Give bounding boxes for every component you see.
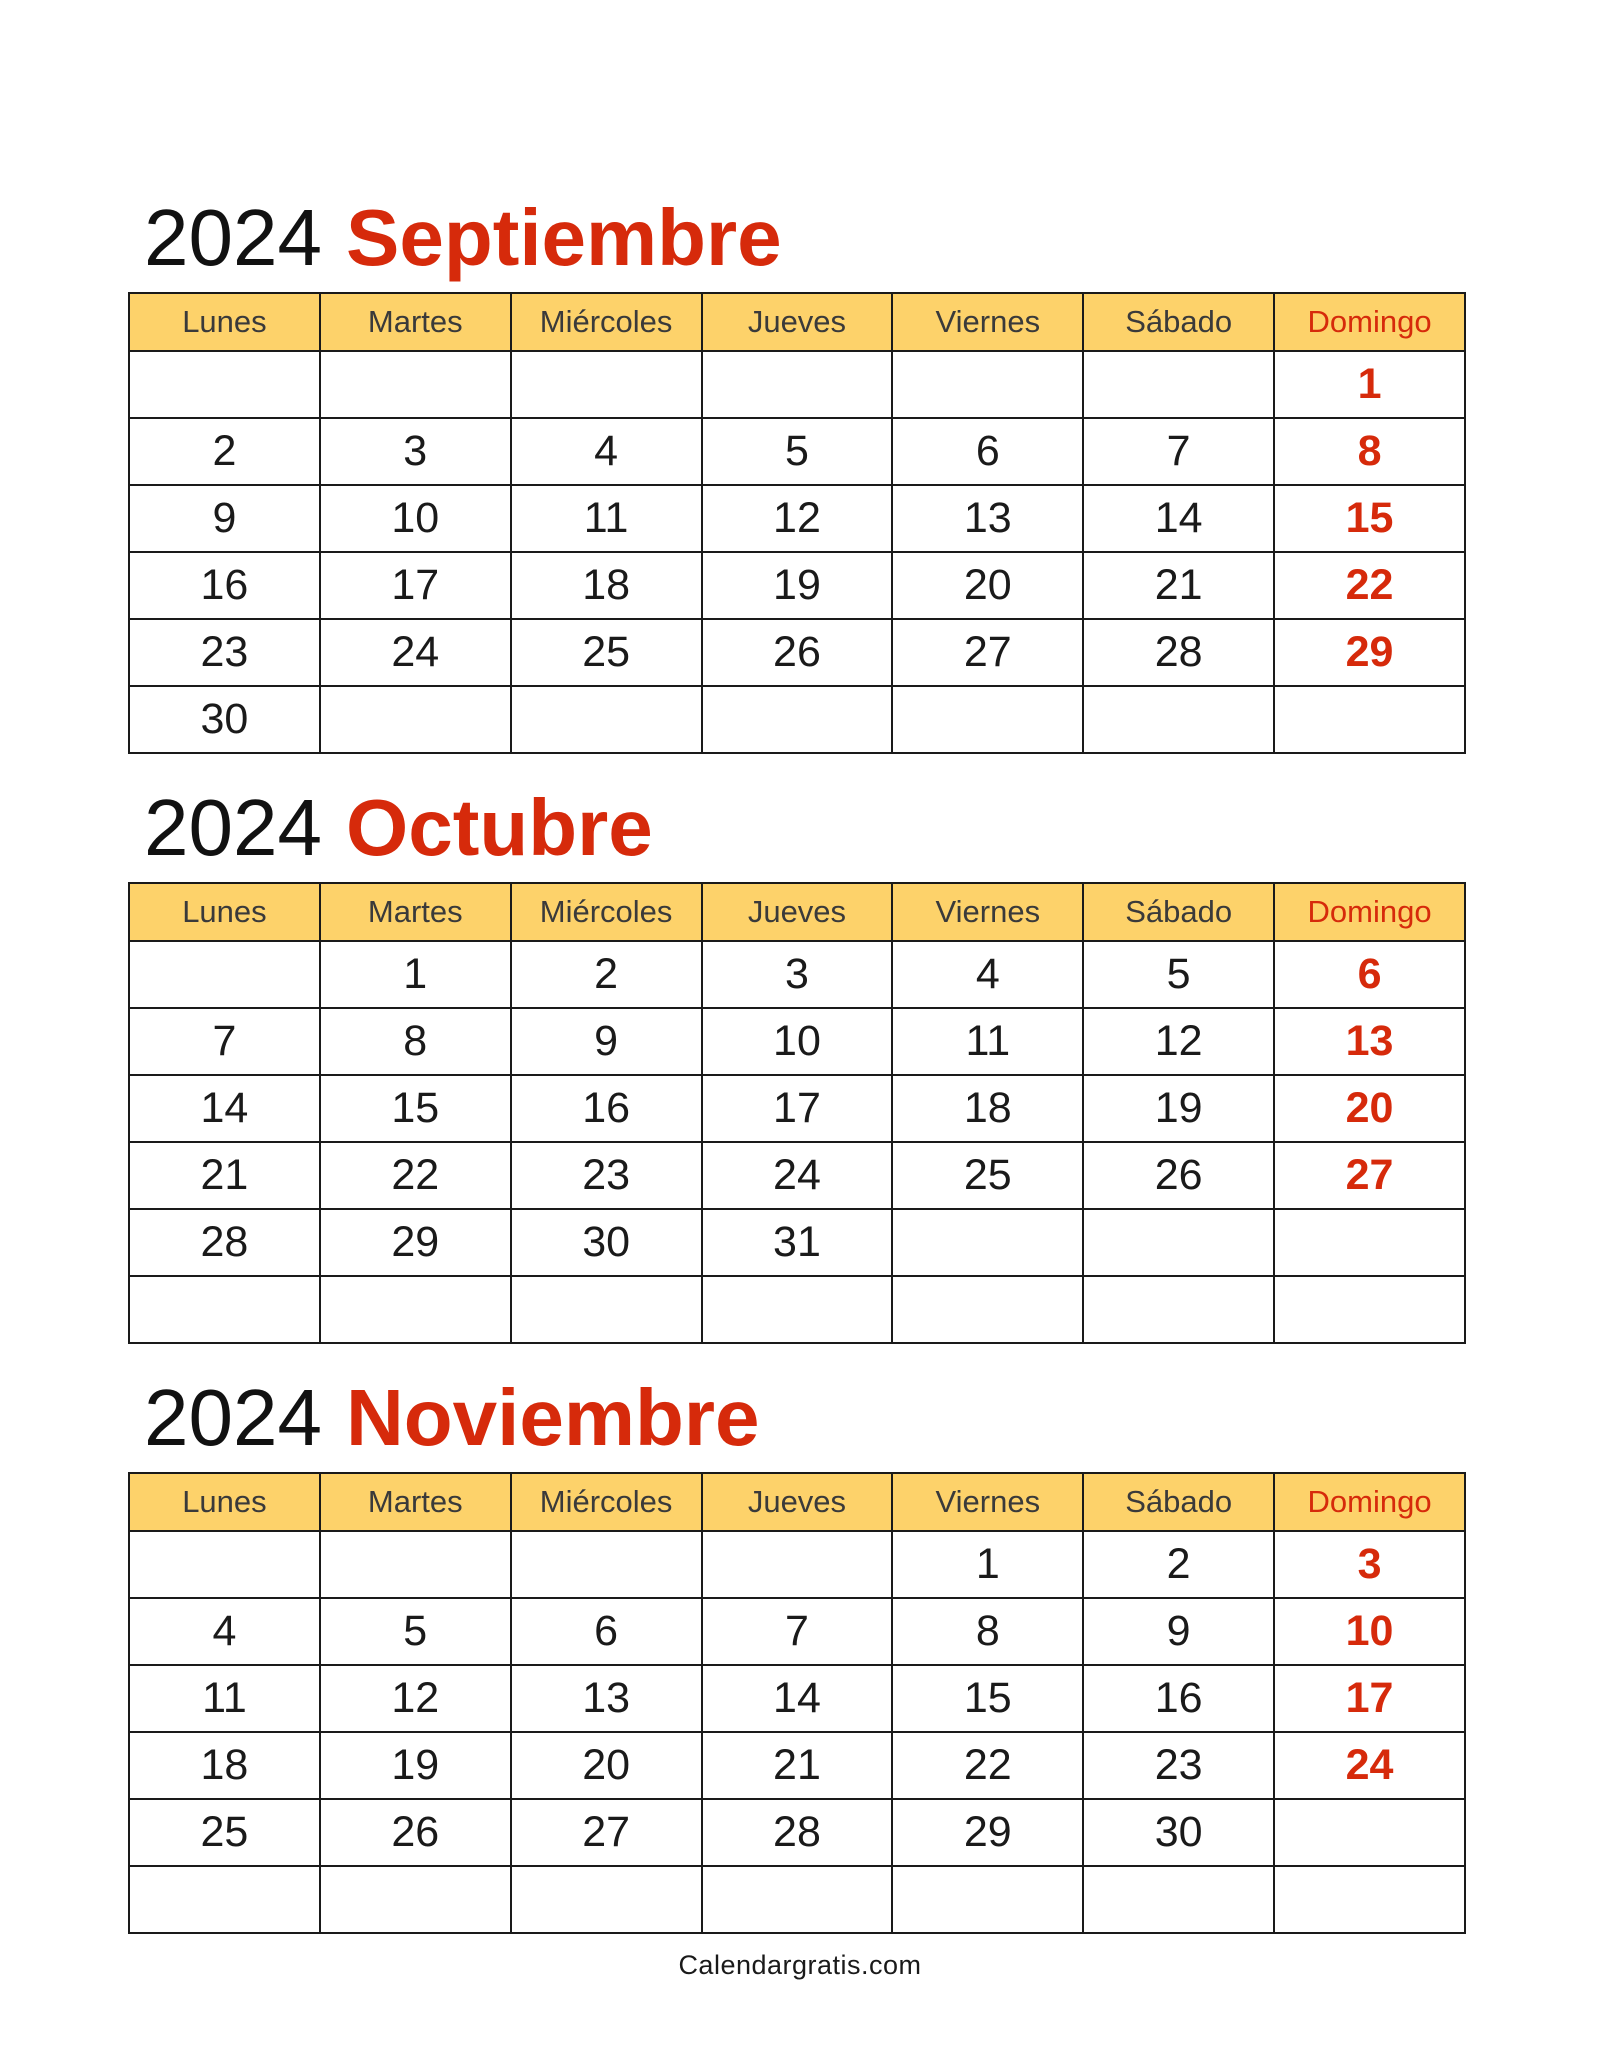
day-cell: 12 <box>320 1665 511 1732</box>
calendar-grid <box>128 292 1466 754</box>
day-cell: 17 <box>320 552 511 619</box>
day-cell: 23 <box>511 1142 702 1209</box>
day-cell: 5 <box>1083 941 1274 1008</box>
day-cell: 26 <box>702 619 893 686</box>
day-cell: 13 <box>892 485 1083 552</box>
weekday-header: Sábado <box>1083 883 1274 941</box>
day-cell: 25 <box>129 1799 320 1866</box>
weekday-header: Miércoles <box>511 293 702 351</box>
day-cell <box>320 1276 511 1343</box>
weekday-header: Lunes <box>129 883 320 941</box>
day-cell: 20 <box>1274 1075 1465 1142</box>
month-name: Octubre <box>345 783 653 872</box>
weekday-header: Jueves <box>702 883 893 941</box>
day-cell: 21 <box>702 1732 893 1799</box>
weekday-header: Viernes <box>892 1473 1083 1531</box>
weekday-header: Domingo <box>1274 1473 1465 1531</box>
day-cell: 22 <box>320 1142 511 1209</box>
day-cell: 28 <box>1083 619 1274 686</box>
day-cell <box>511 351 702 418</box>
month-year: 2024 <box>144 193 322 282</box>
week-row <box>129 619 1465 686</box>
day-cell: 26 <box>320 1799 511 1866</box>
weekday-header-row <box>129 293 1465 351</box>
week-row <box>129 1665 1465 1732</box>
month-title <box>128 1360 1466 1462</box>
day-cell <box>892 1276 1083 1343</box>
weekday-header: Viernes <box>892 293 1083 351</box>
month-name: Septiembre <box>345 193 782 282</box>
day-cell: 27 <box>511 1799 702 1866</box>
day-cell: 6 <box>1274 941 1465 1008</box>
day-cell: 2 <box>129 418 320 485</box>
weekday-header: Domingo <box>1274 883 1465 941</box>
day-cell <box>320 351 511 418</box>
day-cell: 21 <box>129 1142 320 1209</box>
day-cell <box>892 351 1083 418</box>
day-cell: 30 <box>511 1209 702 1276</box>
day-cell: 8 <box>892 1598 1083 1665</box>
calendar-grid <box>128 882 1466 1344</box>
day-cell: 31 <box>702 1209 893 1276</box>
day-cell <box>1274 1276 1465 1343</box>
day-cell <box>1274 686 1465 753</box>
day-cell <box>1274 1209 1465 1276</box>
day-cell <box>702 1531 893 1598</box>
day-cell: 5 <box>702 418 893 485</box>
day-cell: 7 <box>1083 418 1274 485</box>
weekday-header: Martes <box>320 883 511 941</box>
day-cell: 22 <box>892 1732 1083 1799</box>
week-row <box>129 552 1465 619</box>
day-cell: 22 <box>1274 552 1465 619</box>
day-cell <box>511 1531 702 1598</box>
day-cell: 4 <box>129 1598 320 1665</box>
month-block-septiembre <box>128 180 1466 754</box>
day-cell: 8 <box>1274 418 1465 485</box>
week-row <box>129 1732 1465 1799</box>
month-title <box>128 770 1466 872</box>
day-cell: 3 <box>702 941 893 1008</box>
day-cell: 14 <box>129 1075 320 1142</box>
day-cell <box>892 1866 1083 1933</box>
day-cell <box>892 686 1083 753</box>
week-row <box>129 1531 1465 1598</box>
weekday-header: Miércoles <box>511 1473 702 1531</box>
day-cell: 20 <box>892 552 1083 619</box>
month-year: 2024 <box>144 783 322 872</box>
day-cell <box>511 1276 702 1343</box>
day-cell: 18 <box>511 552 702 619</box>
day-cell: 24 <box>320 619 511 686</box>
day-cell: 23 <box>1083 1732 1274 1799</box>
weekday-header-row <box>129 1473 1465 1531</box>
week-row <box>129 1866 1465 1933</box>
day-cell: 3 <box>1274 1531 1465 1598</box>
day-cell: 14 <box>1083 485 1274 552</box>
week-row <box>129 686 1465 753</box>
day-cell: 14 <box>702 1665 893 1732</box>
day-cell <box>129 351 320 418</box>
day-cell: 9 <box>1083 1598 1274 1665</box>
weekday-header: Sábado <box>1083 1473 1274 1531</box>
day-cell: 19 <box>320 1732 511 1799</box>
day-cell: 27 <box>892 619 1083 686</box>
day-cell <box>702 1866 893 1933</box>
week-row <box>129 351 1465 418</box>
day-cell: 3 <box>320 418 511 485</box>
day-cell: 29 <box>320 1209 511 1276</box>
day-cell: 1 <box>1274 351 1465 418</box>
week-row <box>129 1008 1465 1075</box>
day-cell <box>1083 1276 1274 1343</box>
day-cell: 29 <box>892 1799 1083 1866</box>
day-cell <box>892 1209 1083 1276</box>
day-cell: 29 <box>1274 619 1465 686</box>
day-cell <box>511 1866 702 1933</box>
day-cell: 13 <box>511 1665 702 1732</box>
day-cell: 10 <box>702 1008 893 1075</box>
day-cell: 15 <box>320 1075 511 1142</box>
day-cell: 30 <box>1083 1799 1274 1866</box>
day-cell: 23 <box>129 619 320 686</box>
day-cell: 12 <box>702 485 893 552</box>
day-cell: 28 <box>702 1799 893 1866</box>
week-row <box>129 418 1465 485</box>
day-cell: 11 <box>129 1665 320 1732</box>
week-row <box>129 941 1465 1008</box>
day-cell: 1 <box>320 941 511 1008</box>
day-cell: 16 <box>129 552 320 619</box>
day-cell <box>1274 1866 1465 1933</box>
day-cell <box>320 686 511 753</box>
day-cell: 9 <box>511 1008 702 1075</box>
day-cell: 19 <box>702 552 893 619</box>
weekday-header: Sábado <box>1083 293 1274 351</box>
month-block-noviembre <box>128 1360 1466 1934</box>
day-cell: 25 <box>511 619 702 686</box>
day-cell <box>702 1276 893 1343</box>
day-cell <box>129 941 320 1008</box>
day-cell: 15 <box>892 1665 1083 1732</box>
day-cell <box>511 686 702 753</box>
day-cell: 18 <box>129 1732 320 1799</box>
day-cell: 21 <box>1083 552 1274 619</box>
day-cell: 11 <box>511 485 702 552</box>
calendar-grid <box>128 1472 1466 1934</box>
week-row <box>129 1276 1465 1343</box>
weekday-header-row <box>129 883 1465 941</box>
day-cell: 6 <box>892 418 1083 485</box>
day-cell <box>1083 686 1274 753</box>
day-cell <box>702 351 893 418</box>
month-block-octubre <box>128 770 1466 1344</box>
weekday-header: Martes <box>320 1473 511 1531</box>
day-cell: 16 <box>511 1075 702 1142</box>
week-row <box>129 1142 1465 1209</box>
month-title <box>128 180 1466 282</box>
site-footer: Calendargratis.com <box>678 1950 922 1980</box>
day-cell: 7 <box>129 1008 320 1075</box>
weekday-header: Jueves <box>702 1473 893 1531</box>
day-cell <box>702 686 893 753</box>
day-cell <box>1274 1799 1465 1866</box>
day-cell <box>1083 1866 1274 1933</box>
day-cell: 20 <box>511 1732 702 1799</box>
day-cell: 24 <box>1274 1732 1465 1799</box>
day-cell: 10 <box>320 485 511 552</box>
day-cell: 11 <box>892 1008 1083 1075</box>
week-row <box>129 485 1465 552</box>
month-year: 2024 <box>144 1373 322 1462</box>
weekday-header: Lunes <box>129 1473 320 1531</box>
day-cell <box>1083 1209 1274 1276</box>
weekday-header: Jueves <box>702 293 893 351</box>
day-cell: 15 <box>1274 485 1465 552</box>
day-cell: 6 <box>511 1598 702 1665</box>
weekday-header: Viernes <box>892 883 1083 941</box>
week-row <box>129 1598 1465 1665</box>
month-name: Noviembre <box>345 1373 760 1462</box>
day-cell: 4 <box>511 418 702 485</box>
weekday-header: Domingo <box>1274 293 1465 351</box>
day-cell <box>320 1531 511 1598</box>
day-cell: 2 <box>1083 1531 1274 1598</box>
day-cell: 27 <box>1274 1142 1465 1209</box>
day-cell <box>1083 351 1274 418</box>
day-cell: 28 <box>129 1209 320 1276</box>
week-row <box>129 1209 1465 1276</box>
day-cell: 17 <box>1274 1665 1465 1732</box>
weekday-header: Miércoles <box>511 883 702 941</box>
day-cell: 24 <box>702 1142 893 1209</box>
day-cell <box>320 1866 511 1933</box>
day-cell: 10 <box>1274 1598 1465 1665</box>
week-row <box>129 1799 1465 1866</box>
day-cell <box>129 1531 320 1598</box>
weekday-header: Martes <box>320 293 511 351</box>
week-row <box>129 1075 1465 1142</box>
day-cell: 30 <box>129 686 320 753</box>
day-cell <box>129 1276 320 1343</box>
day-cell: 26 <box>1083 1142 1274 1209</box>
day-cell: 17 <box>702 1075 893 1142</box>
day-cell: 1 <box>892 1531 1083 1598</box>
day-cell: 4 <box>892 941 1083 1008</box>
day-cell: 9 <box>129 485 320 552</box>
day-cell: 18 <box>892 1075 1083 1142</box>
weekday-header: Lunes <box>129 293 320 351</box>
day-cell: 7 <box>702 1598 893 1665</box>
day-cell: 12 <box>1083 1008 1274 1075</box>
day-cell: 16 <box>1083 1665 1274 1732</box>
day-cell: 19 <box>1083 1075 1274 1142</box>
day-cell: 8 <box>320 1008 511 1075</box>
day-cell: 13 <box>1274 1008 1465 1075</box>
day-cell: 2 <box>511 941 702 1008</box>
day-cell: 25 <box>892 1142 1083 1209</box>
day-cell <box>129 1866 320 1933</box>
day-cell: 5 <box>320 1598 511 1665</box>
